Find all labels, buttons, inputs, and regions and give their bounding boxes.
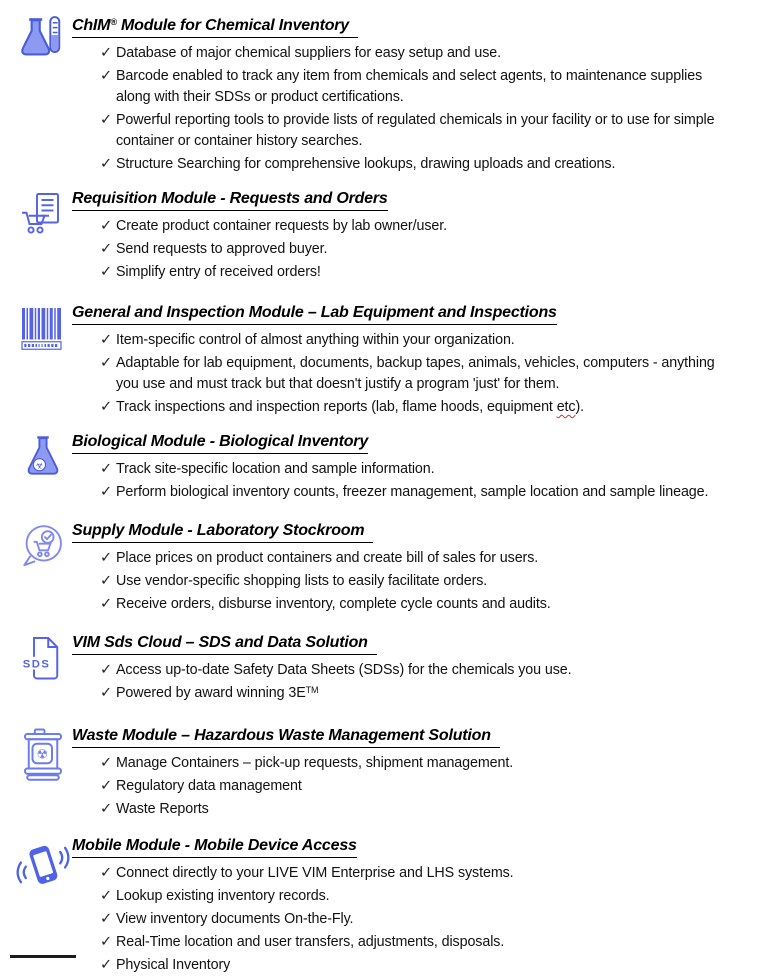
checkmark-icon: ✓ (100, 911, 112, 927)
checkmark-icon: ✓ (100, 218, 112, 234)
section-supply-module (14, 521, 755, 617)
section-title-supply: Supply Module - Laboratory Stockroom (72, 521, 755, 543)
sds-icon-label: SDS (22, 658, 51, 671)
list-item: ✓ Barcode enabled to track any item from chemicals and select agents, to maintenance supplies along with their SDSs or product certifications. (100, 68, 703, 105)
checkmark-icon: ✓ (100, 755, 112, 771)
barcode-icon-svg (19, 304, 67, 354)
checkmark-icon: ✓ (100, 68, 112, 84)
list-item: ✓ View inventory documents On-the-Fly. (100, 909, 755, 930)
list-item: ✓ Adaptable for lab equipment, documents, backup tapes, animals, vehicles, computers - anything you use and must track but that doesn't justify a program 'just' for them. (100, 355, 715, 392)
section-title-general-inspection: General and Inspection Module – Lab Equipment and Inspections (72, 303, 755, 325)
shopping-cart-receipt-icon (14, 189, 72, 240)
checkmark-icon: ✓ (100, 241, 112, 257)
section-title-requisition: Requisition Module - Requests and Orders (72, 189, 755, 211)
sds-document-icon-svg (19, 634, 67, 684)
list-item: ✓ Waste Reports (100, 799, 755, 820)
section-biological-module (14, 432, 755, 505)
mobile-phone-icon-svg (16, 837, 70, 893)
barcode-icon (14, 303, 72, 354)
waste-drum-icon-svg (19, 727, 67, 783)
list-item: ✓ Physical Inventory (100, 955, 755, 976)
list-item: ✓ Item-specific control of almost anything within your organization. (100, 330, 755, 351)
checkmark-icon: ✓ (100, 801, 112, 817)
registered-trademark-symbol: ® (110, 17, 117, 27)
section-general-inspection-module (14, 303, 755, 420)
section-waste-module (14, 726, 755, 822)
list-item: ✓ Use vendor-specific shopping lists to easily facilitate orders. (100, 571, 755, 592)
trademark-superscript: TM (305, 685, 319, 695)
checkmark-icon: ✓ (100, 45, 112, 61)
checkmark-icon: ✓ (100, 685, 112, 701)
title-text: Module for Chemical Inventory (116, 17, 350, 34)
biohazard-flask-icon (14, 432, 72, 485)
sds-document-icon (14, 633, 72, 684)
checkmark-icon: ✓ (100, 888, 112, 904)
list-item: ✓ Receive orders, disburse inventory, complete cycle counts and audits. (100, 594, 755, 615)
bullet-list (72, 863, 755, 976)
checkmark-icon: ✓ (100, 355, 112, 371)
list-item: ✓ Access up-to-date Safety Data Sheets (SDSs) for the chemicals you use. (100, 660, 755, 681)
title-text: ChIM (72, 17, 111, 34)
bullet-list (72, 660, 755, 704)
list-item: ✓ Manage Containers – pick-up requests, shipment management. (100, 753, 755, 774)
section-title-biological: Biological Module - Biological Inventory (72, 432, 755, 454)
list-item: ✓ Structure Searching for comprehensive lookups, drawing uploads and creations. (100, 154, 755, 175)
shopping-cart-receipt-icon-svg (19, 190, 67, 240)
checkmark-icon: ✓ (100, 550, 112, 566)
list-item: ✓ Real-Time location and user transfers, adjustments, disposals. (100, 932, 755, 953)
list-item: ✓ Place prices on product containers and create bill of sales for users. (100, 548, 755, 569)
checkmark-icon: ✓ (100, 573, 112, 589)
checkmark-icon: ✓ (100, 662, 112, 678)
checkmark-icon: ✓ (100, 112, 112, 128)
bullet-list (72, 459, 755, 503)
checkmark-icon: ✓ (100, 461, 112, 477)
section-title-chim (72, 12, 755, 38)
checkmark-icon: ✓ (100, 156, 112, 172)
list-item: ✓ Powerful reporting tools to provide lists of regulated chemicals in your facility or to use for simple container or container history searches. (100, 112, 715, 149)
hazard-symbol: ☢ (36, 746, 48, 762)
chemistry-flask-icon-svg (17, 13, 69, 65)
checkmark-icon: ✓ (100, 865, 112, 881)
list-item: ✓ Track site-specific location and sample information. (100, 459, 755, 480)
section-title-waste: Waste Module – Hazardous Waste Management Solution (72, 726, 755, 748)
checkmark-icon: ✓ (100, 332, 112, 348)
biohazard-symbol: ☣ (35, 460, 44, 471)
bullet-list (72, 43, 755, 175)
bullet-list (72, 216, 755, 283)
section-title-vim-sds-cloud: VIM Sds Cloud – SDS and Data Solution (72, 633, 755, 655)
list-item: ✓ Connect directly to your LIVE VIM Enterprise and LHS systems. (100, 863, 755, 884)
checkmark-icon: ✓ (100, 399, 112, 415)
bullet-list (72, 548, 755, 615)
list-item: ✓ Track inspections and inspection reports (lab, flame hoods, equipment etc). (100, 397, 755, 418)
checkmark-icon: ✓ (100, 934, 112, 950)
section-title-mobile: Mobile Module - Mobile Device Access (72, 836, 755, 858)
mobile-phone-icon (14, 836, 72, 893)
waste-drum-icon (14, 726, 72, 783)
list-item: ✓ Regulatory data management (100, 776, 755, 797)
spellcheck-squiggle-word: etc (556, 399, 576, 415)
section-mobile-module (14, 836, 755, 978)
biohazard-flask-icon-svg (20, 433, 66, 485)
chemistry-flask-icon (14, 12, 72, 65)
bullet-list (72, 753, 755, 820)
checkmark-icon: ✓ (100, 596, 112, 612)
list-item: ✓ Simplify entry of received orders! (100, 262, 755, 283)
checkmark-icon: ✓ (100, 778, 112, 794)
section-vim-sds-cloud (14, 633, 755, 706)
list-item: ✓ Powered by award winning 3E™ (100, 683, 755, 704)
supply-bubble-cart-icon-svg (18, 522, 68, 574)
list-item: ✓ Create product container requests by lab owner/user. (100, 216, 755, 237)
list-item: ✓ Perform biological inventory counts, freezer management, sample location and sample lineage. (100, 482, 755, 503)
list-item: ✓ Database of major chemical suppliers for easy setup and use. (100, 43, 755, 64)
bullet-list (72, 330, 755, 418)
checkmark-icon: ✓ (100, 264, 112, 280)
checkmark-icon: ✓ (100, 957, 112, 973)
list-item: ✓ Send requests to approved buyer. (100, 239, 755, 260)
checkmark-icon: ✓ (100, 484, 112, 500)
section-requisition-module (14, 189, 755, 285)
list-item: ✓ Lookup existing inventory records. (100, 886, 755, 907)
supply-bubble-cart-icon (14, 521, 72, 574)
section-chim-module (14, 12, 755, 177)
